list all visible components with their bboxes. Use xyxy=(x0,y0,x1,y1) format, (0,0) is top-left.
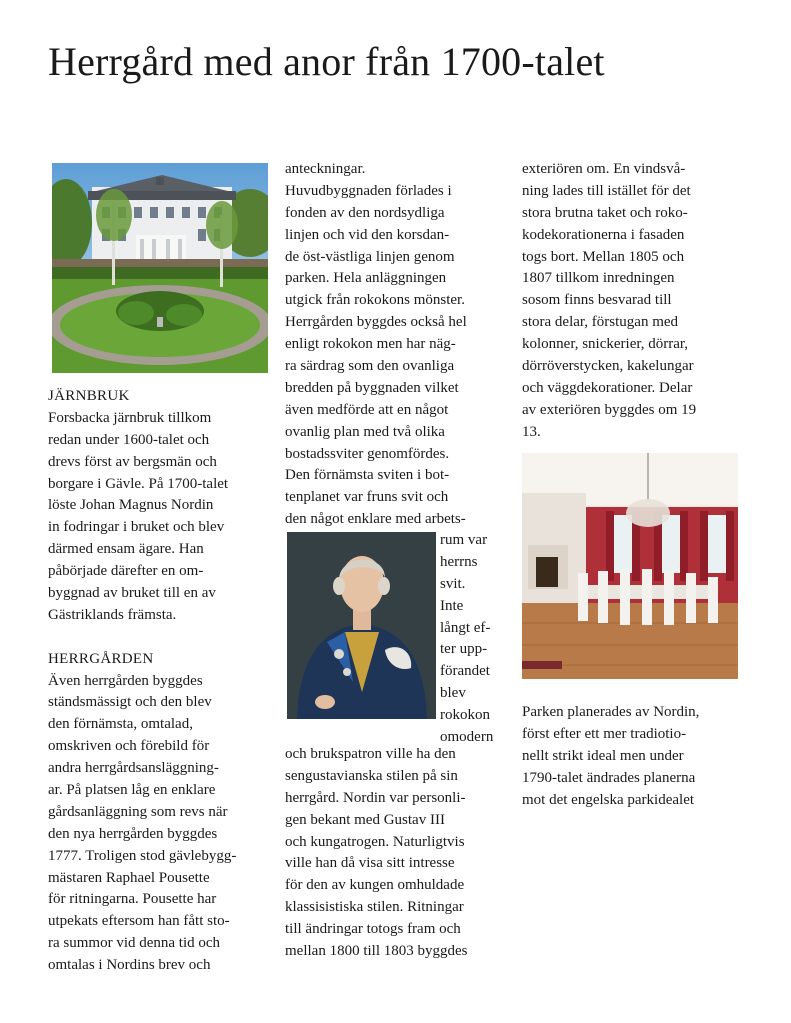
body-line: ra särdrag som den ovanliga xyxy=(285,358,455,375)
body-line: den nya herrgården byggdes xyxy=(48,825,218,842)
body-line: ning lades till istället för det xyxy=(522,182,691,199)
body-line: andra herrgårdsansläggning- xyxy=(48,760,219,777)
manor-house-photo xyxy=(52,163,268,373)
body-line: herrgård. Nordin var personli- xyxy=(285,789,466,806)
body-line: linjen och vid den korsdan- xyxy=(285,226,450,243)
section-heading-jarnbruk: JÄRNBRUK xyxy=(48,388,130,404)
body-line: stora delar, förstugan med xyxy=(522,314,679,331)
text-column-2-bottom xyxy=(285,744,467,963)
body-line: påbörjade därefter en om- xyxy=(48,563,204,580)
body-line: tenplanet var fruns svit och xyxy=(285,489,449,506)
body-line: långt ef- xyxy=(440,619,491,636)
body-line: togs bort. Mellan 1805 och xyxy=(522,248,685,265)
body-line: svit. xyxy=(440,575,466,592)
body-line: Parken planerades av Nordin, xyxy=(522,704,700,720)
text-column-2-beside-portrait xyxy=(440,530,493,749)
body-line: blev xyxy=(440,685,466,702)
dining-room-photo xyxy=(522,453,738,679)
body-line: Herrgården byggdes också hel xyxy=(285,314,467,331)
body-line: klassisistiska stilen. Ritningar xyxy=(285,899,464,916)
body-line: utpekats eftersom han fått sto- xyxy=(48,913,230,930)
body-line: borgare i Gävle. På 1700-talet xyxy=(48,475,229,492)
page-title: Herrgård med anor från 1700-talet xyxy=(48,39,605,84)
body-line: ter upp- xyxy=(440,641,488,658)
text-column-1 xyxy=(48,386,236,977)
body-line: utgick från rokokons mönster. xyxy=(285,292,465,309)
body-line: först efter ett mer tradiotio- xyxy=(522,725,687,742)
body-line: de öst-västliga linjen genom xyxy=(285,248,455,265)
body-line: omskriven och förebild för xyxy=(48,738,210,755)
body-line: 1807 tillkom inredningen xyxy=(522,270,675,287)
body-line: och kungatrogen. Naturligtvis xyxy=(285,833,465,850)
body-line: och väggdekorationer. Delar xyxy=(522,379,693,396)
body-line: förandet xyxy=(440,663,490,680)
body-line: sengustavianska stilen på sin xyxy=(285,767,458,784)
body-line: 1777. Troligen stod gävlebygg- xyxy=(48,847,237,864)
body-line: gen bekant med Gustav III xyxy=(285,811,445,828)
body-line: anteckningar. xyxy=(285,161,366,177)
body-line: drevs först av bergsmän och xyxy=(48,453,217,470)
body-line: Forsbacka järnbruk tillkom xyxy=(48,409,212,426)
body-line: till ändringar totogs fram och xyxy=(285,921,461,938)
body-line: in fodringar i bruket och blev xyxy=(48,519,225,536)
body-line: ar. På platsen låg en enklare xyxy=(48,782,216,799)
body-line: exteriören om. En vindsvå- xyxy=(522,161,686,177)
body-line: även medförde att en något xyxy=(285,401,449,418)
body-line: mästaren Raphael Pousette xyxy=(48,869,210,886)
body-line: ovanlig plan med två olika xyxy=(285,423,445,440)
body-line: mot det engelska parkidealet xyxy=(522,791,695,808)
body-line: ra summor vid denna tid och xyxy=(48,935,221,952)
body-line: byggnad av bruket till en av xyxy=(48,585,216,602)
body-line: för den av kungen omhuldade xyxy=(285,877,465,894)
body-line: kodekorationerna i fasaden xyxy=(522,226,685,243)
body-line: parken. Hela anläggningen xyxy=(285,270,447,287)
body-line: sosom finns besvarad till xyxy=(522,292,672,309)
body-line: dörröverstycken, kakelungar xyxy=(522,358,694,375)
body-line: den något enklare med arbets- xyxy=(285,511,466,528)
body-line: omtalas i Nordins brev och xyxy=(48,957,211,974)
body-line: 1790-talet ändrades planerna xyxy=(522,769,696,786)
body-line: den förnämsta, omtalad, xyxy=(48,716,193,733)
body-line: och brukspatron ville ha den xyxy=(285,746,456,762)
body-line: därmed ensam ägare. Han xyxy=(48,541,204,558)
text-column-3-bottom xyxy=(522,702,699,811)
portrait-painting-photo xyxy=(287,532,436,719)
body-line: löste Johan Magnus Nordin xyxy=(48,497,214,514)
section-heading-herrgarden: HERRGÅRDEN xyxy=(48,650,154,667)
body-line: ville han då visa sitt intresse xyxy=(285,855,455,872)
body-line: omodern xyxy=(440,729,494,746)
body-line: Den förnämsta sviten i bot- xyxy=(285,467,450,484)
body-line: ständsmässigt och den blev xyxy=(48,694,212,711)
body-line: rum var xyxy=(440,532,488,548)
body-line: redan under 1600-talet och xyxy=(48,431,210,448)
body-line: stora brutna taket och roko- xyxy=(522,204,688,221)
body-line: för ritningarna. Pousette har xyxy=(48,891,217,908)
body-line: Inte xyxy=(440,597,464,614)
body-line: kolonner, snickerier, dörrar, xyxy=(522,336,689,353)
text-column-3-top xyxy=(522,159,696,444)
body-line: herrns xyxy=(440,553,478,570)
body-line: bredden på byggnaden vilket xyxy=(285,379,459,396)
body-line: 13. xyxy=(522,423,541,440)
body-line: fonden av den nordsydliga xyxy=(285,204,445,221)
body-line: Gästriklands främsta. xyxy=(48,606,177,623)
body-line: Huvudbyggnaden förlades i xyxy=(285,182,452,199)
body-line: gårdsanläggning som revs när xyxy=(48,803,228,820)
body-line: Även herrgården byggdes xyxy=(48,672,203,689)
body-line: av exteriören byggdes om 19 xyxy=(522,401,697,418)
body-line: nellt strikt ideal men under xyxy=(522,747,684,764)
body-line: mellan 1800 till 1803 byggdes xyxy=(285,943,468,960)
text-column-2-top xyxy=(285,159,467,531)
body-line: rokokon xyxy=(440,707,490,724)
body-line: enligt rokokon men har näg- xyxy=(285,336,456,353)
body-line: bostadssviter genomfördes. xyxy=(285,445,450,462)
